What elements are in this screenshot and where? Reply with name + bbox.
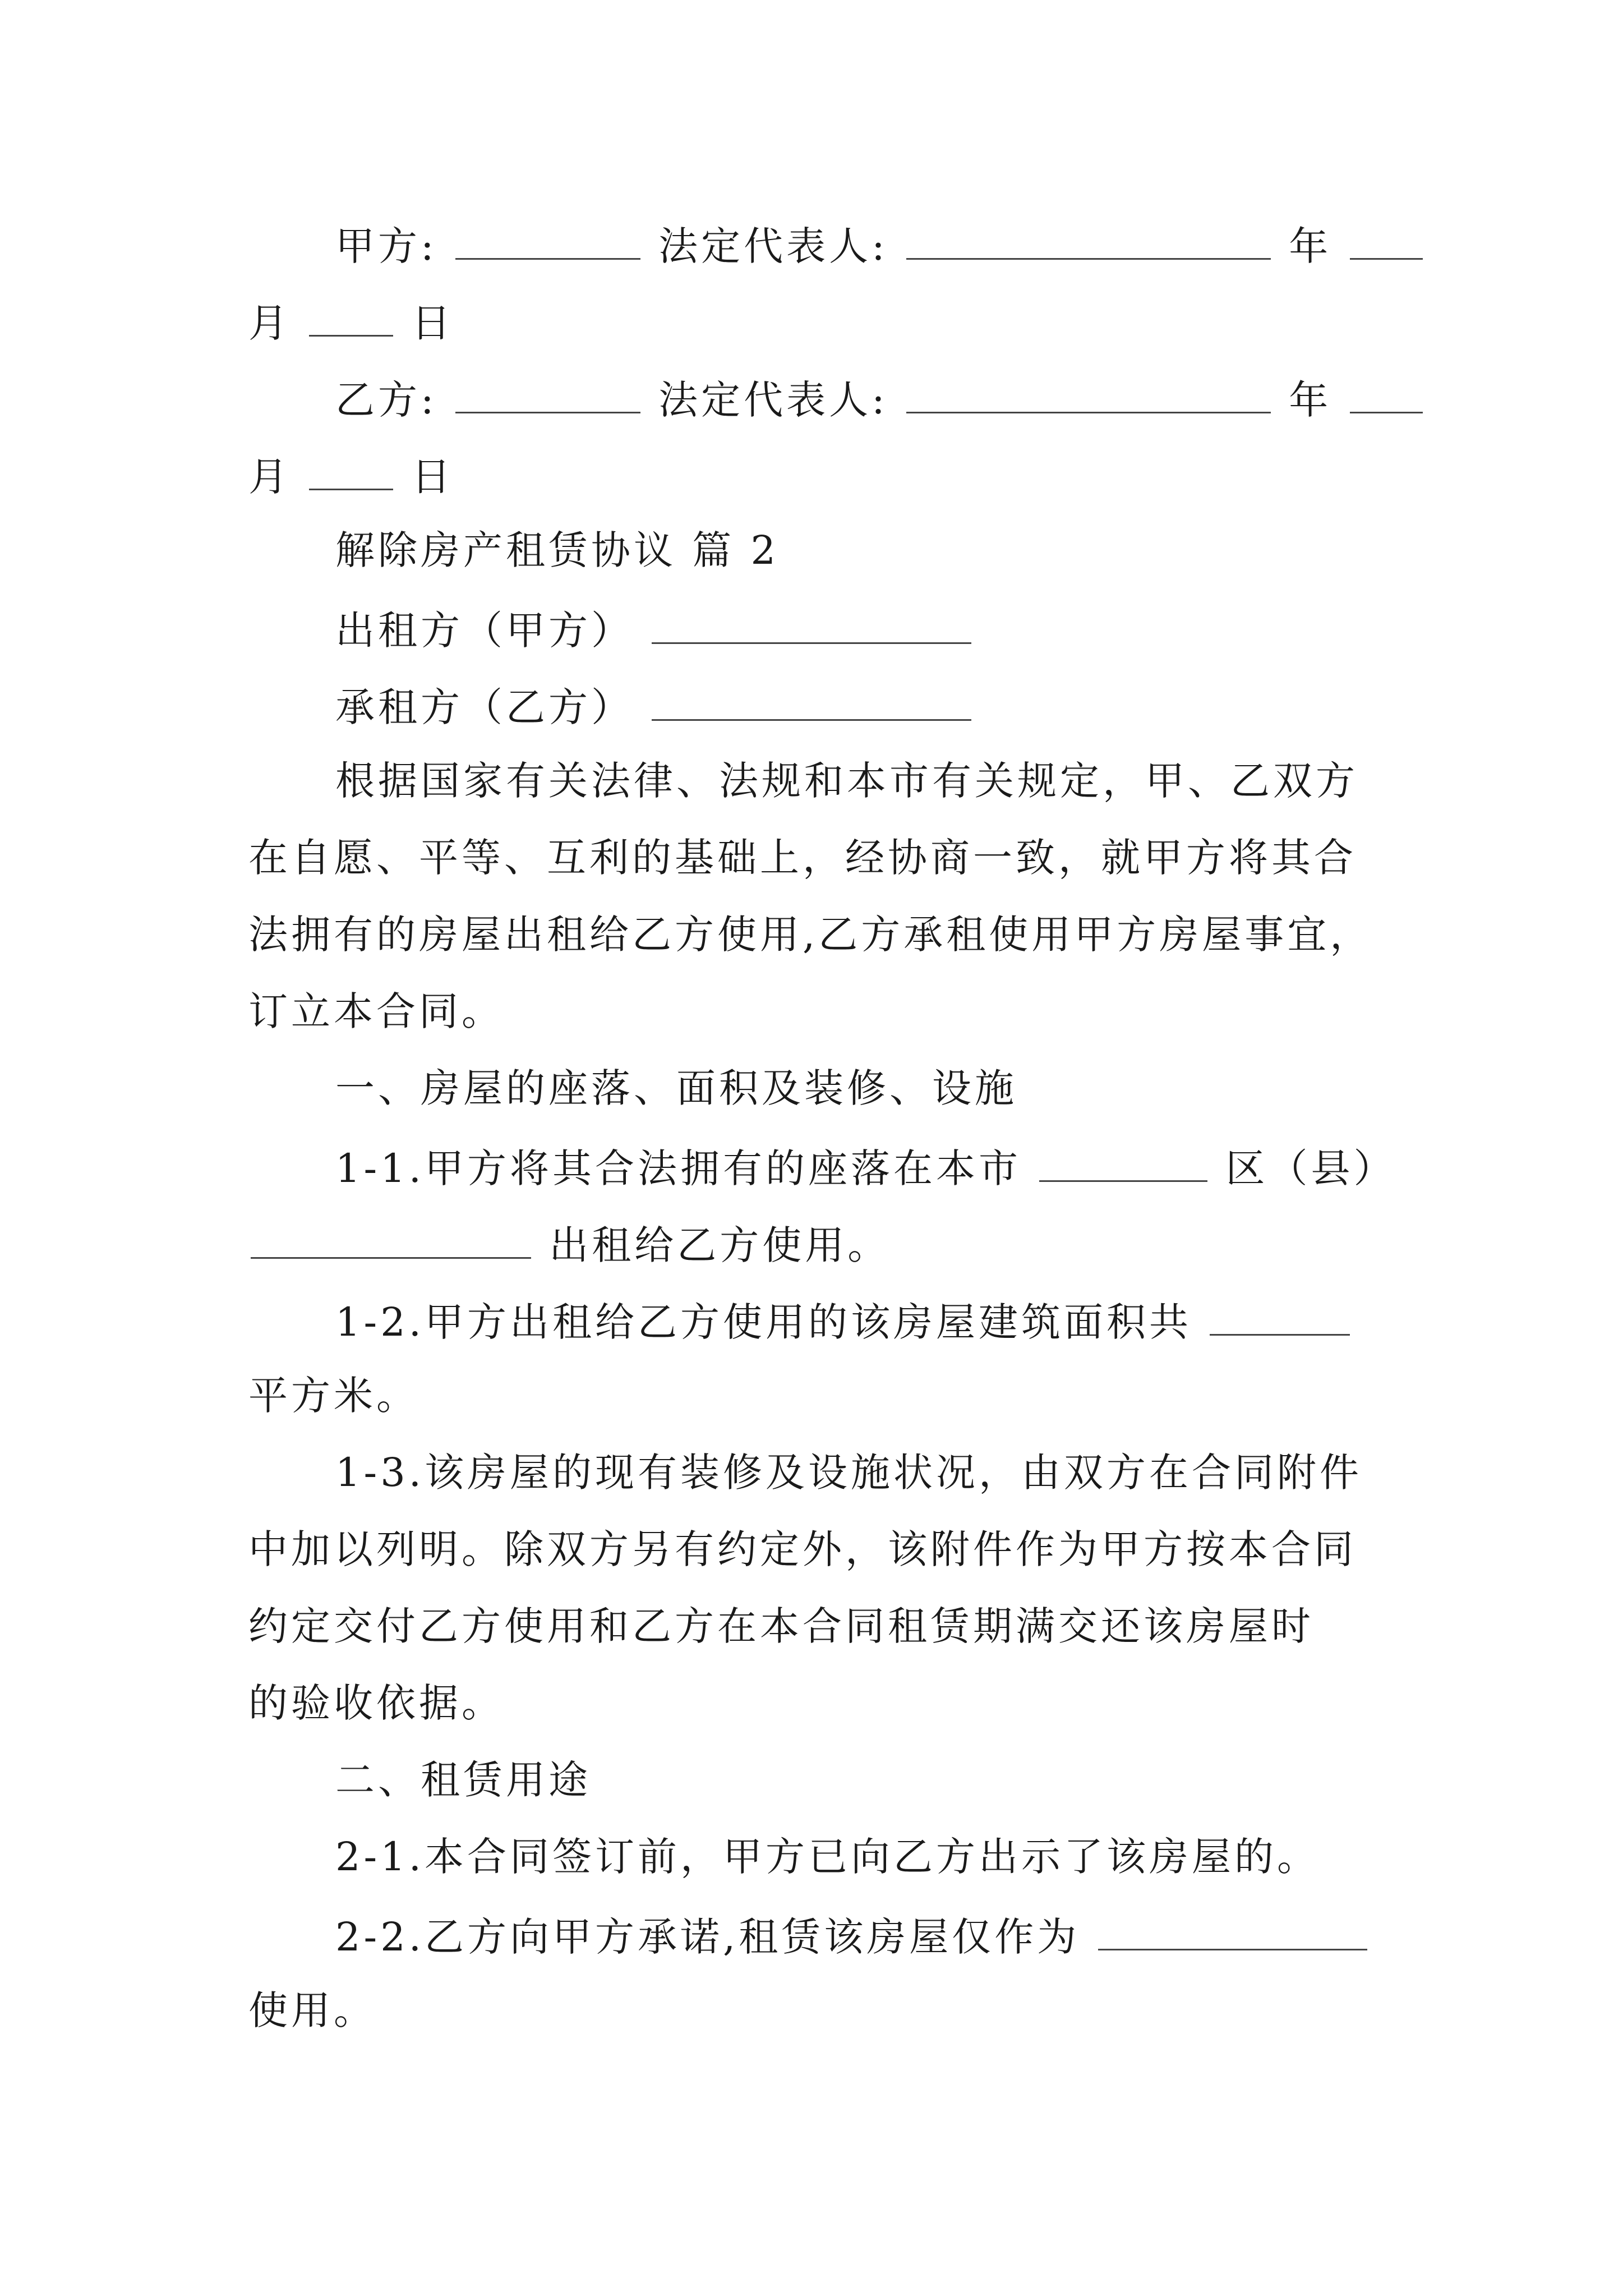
lessee-blank [652, 684, 971, 721]
intro-line-1: 根据国家有关法律、法规和本市有关规定，甲、乙双方 [335, 758, 1358, 804]
party-a-month-label: 月 [248, 300, 291, 346]
party-a-label: 甲方: [335, 223, 437, 269]
clause-1-3-line-3: 约定交付乙方使用和乙方在本合同租赁期满交还该房屋时 [248, 1603, 1314, 1649]
lessor-blank [652, 608, 971, 644]
clause-1-3-line-2: 中加以列明。除双方另有约定外，该附件作为甲方按本合同 [248, 1526, 1357, 1572]
party-b-name-blank [455, 377, 640, 413]
clause-1-2-line-1 [335, 1299, 1352, 1345]
clause-1-1-district-blank [1039, 1145, 1207, 1182]
clause-2-2-text: 2-2.乙方向甲方承诺,租赁该房屋仅作为 [335, 1914, 1080, 1960]
party-b-year-label: 年 [1289, 377, 1332, 423]
section-title: 解除房产租赁协议 篇 2 [335, 527, 780, 573]
party-a-sign-line [335, 223, 1425, 269]
clause-1-1-district-label: 区（县） [1225, 1145, 1396, 1191]
party-b-day-label: 日 [411, 454, 454, 500]
clause-1-1-line-1 [335, 1145, 1396, 1191]
clause-1-1-text: 1-1.甲方将其合法拥有的座落在本市 [335, 1145, 1021, 1191]
party-a-year-blank [1350, 223, 1423, 260]
party-b-month-label: 月 [248, 454, 291, 500]
intro-line-3: 法拥有的房屋出租给乙方使用,乙方承租使用甲方房屋事宜， [248, 912, 1373, 958]
clause-1-3-line-4: 的验收依据。 [248, 1680, 504, 1726]
party-a-year-label: 年 [1289, 223, 1332, 269]
clause-2-2-use-blank [1098, 1914, 1367, 1950]
clause-1-2-text: 1-2.甲方出租给乙方使用的该房屋建筑面积共 [335, 1299, 1192, 1345]
party-a-legal-rep-label: 法定代表人: [658, 223, 888, 269]
article-1-heading: 一、房屋的座落、面积及装修、设施 [335, 1065, 1017, 1111]
lessee-label: 承租方（乙方） [335, 684, 634, 730]
clause-2-2-line-1 [335, 1914, 1370, 1960]
clause-1-1-tail: 出租给乙方使用。 [549, 1222, 891, 1268]
intro-line-2: 在自愿、平等、互利的基础上，经协商一致，就甲方将其合 [248, 835, 1357, 881]
party-b-year-blank [1350, 377, 1423, 413]
article-2-heading: 二、租赁用途 [335, 1757, 591, 1803]
clause-2-1: 2-1.本合同签订前，甲方已向乙方出示了该房屋的。 [335, 1834, 1320, 1880]
lessee-line [335, 684, 974, 730]
party-a-date-line [248, 300, 454, 346]
lessor-label: 出租方（甲方） [335, 608, 634, 654]
clause-1-1-address-blank [251, 1222, 531, 1259]
party-a-name-blank [455, 223, 640, 260]
party-b-legal-rep-blank [906, 377, 1271, 413]
party-b-date-line [248, 454, 454, 500]
clause-1-3-line-1: 1-3.该房屋的现有装修及设施状况，由双方在合同附件 [335, 1450, 1362, 1496]
clause-1-2-area-blank [1210, 1299, 1350, 1336]
party-a-day-label: 日 [411, 300, 454, 346]
party-b-legal-rep-label: 法定代表人: [658, 377, 888, 423]
clause-2-2-line-2: 使用。 [248, 1987, 376, 2033]
party-b-month-blank [309, 454, 393, 490]
clause-1-1-line-2 [248, 1222, 891, 1268]
party-a-legal-rep-blank [906, 223, 1271, 260]
party-a-month-blank [309, 300, 393, 337]
intro-line-4: 订立本合同。 [248, 988, 504, 1034]
clause-1-2-line-2: 平方米。 [248, 1373, 419, 1419]
party-b-label: 乙方: [335, 377, 437, 423]
party-b-sign-line [335, 377, 1425, 423]
lessor-line [335, 608, 974, 654]
